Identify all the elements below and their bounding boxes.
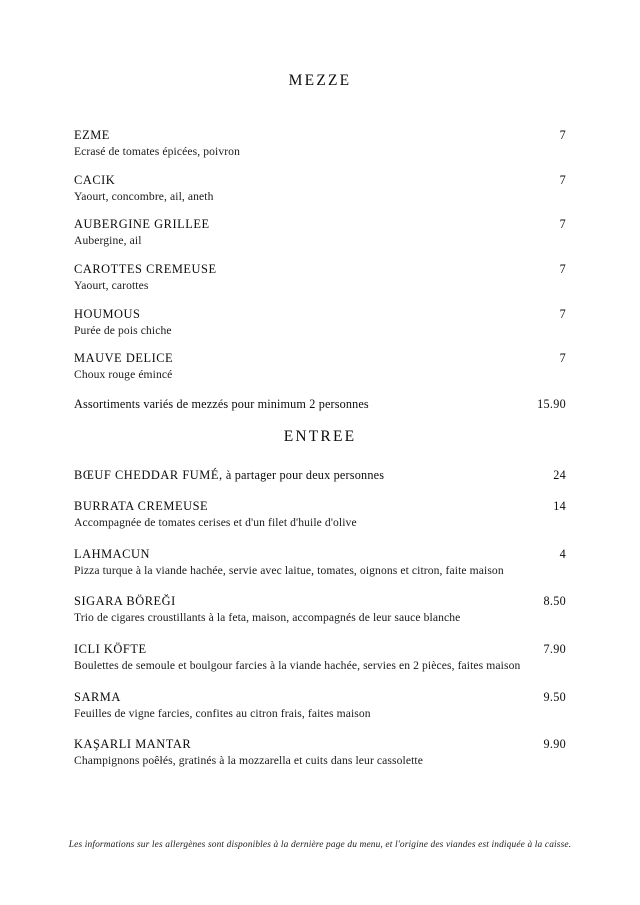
menu-item-description: Ecrasé de tomates épicées, poivron (74, 145, 240, 158)
menu-item-name: ICLI KÖFTE (74, 641, 147, 656)
menu-item-description: Yaourt, carottes (74, 278, 149, 292)
menu-item-description: Trio de cigares croustillants à la feta, maison, accompagnés de leur sauce blanche (74, 611, 461, 625)
menu-item (74, 547, 566, 579)
menu-item-price: 7 (559, 128, 566, 142)
menu-item-price: 9.50 (543, 689, 566, 704)
menu-item-price: 14 (553, 499, 566, 513)
menu-item-name: AUBERGINE GRILLEE (74, 217, 210, 232)
menu-item (74, 468, 566, 483)
menu-item-price: 15.90 (537, 396, 566, 411)
menu-item-description: Choux rouge émincé (74, 368, 173, 382)
section-title-mezze: MEZZE (288, 72, 352, 89)
menu-item-price: 7 (559, 261, 566, 276)
menu-item (74, 262, 566, 294)
menu-item-price: 8.50 (543, 594, 566, 609)
menu-item (74, 499, 566, 531)
menu-item-price: 7.90 (543, 641, 566, 656)
menu-item-name: LAHMACUN (74, 546, 150, 561)
menu-item-description: Feuilles de vigne farcies, confites au citron frais, faites maison (74, 706, 371, 720)
menu-item-name (74, 468, 384, 483)
menu-item-description: Champignons poêłés, gratinés à la mozzarella et cuits dans leur cassolette (74, 754, 423, 768)
menu-item-assortment (74, 397, 566, 412)
menu-item-price: 24 (553, 468, 566, 482)
menu-item-price: 7 (559, 217, 566, 232)
menu-list-entree (74, 468, 566, 785)
menu-item-description: Boulettes de semoule et boulgour farcies à la viande hachée, servies en 2 pièces, faites maison (74, 658, 521, 672)
section-title-entree: ENTREE (283, 428, 357, 445)
menu-item-name: SARMA (74, 689, 121, 704)
menu-item (74, 173, 566, 205)
menu-item-name: Assortiments variés de mezzés pour minimum 2 personnes (74, 396, 369, 411)
menu-item (74, 351, 566, 383)
menu-item (74, 594, 566, 626)
menu-item-name: CACIK (74, 172, 116, 187)
menu-item-name: SIGARA BÖREĞI (74, 594, 176, 609)
menu-item-name: HOUMOUS (74, 306, 141, 321)
menu-item-name: CAROTTES CREMEUSE (74, 261, 217, 276)
menu-item-price: 7 (559, 306, 566, 321)
menu-item (74, 128, 566, 160)
menu-item-name: EZME (74, 128, 110, 142)
menu-item (74, 217, 566, 249)
menu-item-description: Purée de pois chiche (74, 323, 172, 337)
menu-item-price: 9.90 (543, 737, 566, 752)
menu-item-description: Yaourt, concombre, ail, aneth (74, 189, 214, 203)
menu-item-description: Pizza turque à la viande hachée, servie avec laitue, tomates, oignons et citron, faite maison (74, 563, 504, 577)
menu-item-name-suffix: à partager pour deux personnes (222, 468, 385, 482)
menu-item-price: 7 (559, 351, 566, 366)
menu-item-name-text: BŒUF CHEDDAR FUMÉ, (74, 468, 223, 482)
menu-item (74, 690, 566, 722)
menu-item-price: 4 (559, 546, 566, 561)
menu-item-price: 7 (559, 172, 566, 187)
allergen-footnote: Les informations sur les allergènes sont disponibles à la dernière page du menu, et l'origine des viandes est indiquée à la caisse. (68, 840, 572, 850)
menu-item-description: Aubergine, ail (74, 234, 142, 248)
menu-item (74, 737, 566, 769)
menu-item-description: Accompagnée de tomates cerises et d'un filet d'huile d'olive (74, 516, 357, 529)
menu-item (74, 642, 566, 674)
menu-item-name: KAŞARLI MANTAR (74, 737, 192, 752)
menu-item (74, 307, 566, 339)
menu-list-mezze (74, 128, 566, 424)
menu-item-name: BURRATA CREMEUSE (74, 499, 209, 513)
menu-item-name: MAUVE DELICE (74, 351, 174, 366)
